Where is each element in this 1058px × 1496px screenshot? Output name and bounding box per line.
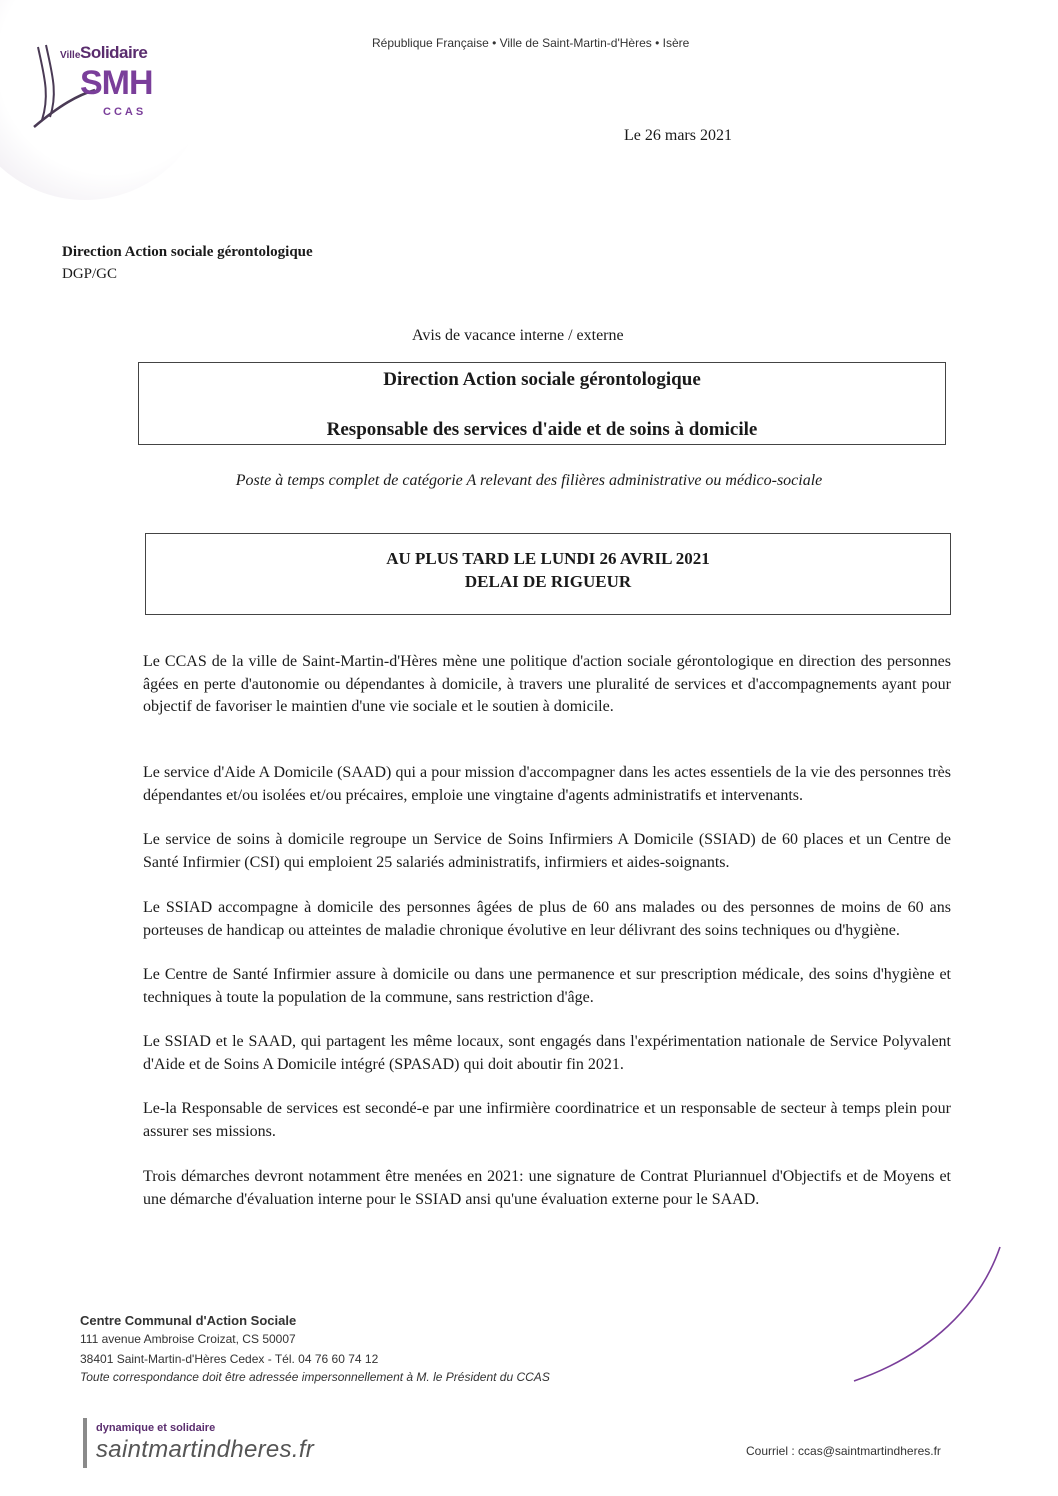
footer-email: Courriel : ccas@saintmartindheres.fr <box>746 1444 941 1458</box>
body-paragraph-8: Trois démarches devront notamment être menées en 2021: une signature de Contrat Pluriannuel d'Objectifs et de Moyens et une démarche d'évaluation interne pour le SSIAD ansi qu'une évaluation externe pour le SAAD. <box>143 1168 951 1208</box>
body-paragraph-1: Le CCAS de la ville de Saint-Martin-d'Hères mène une politique d'action sociale gérontologique en direction des personnes âgées en perte d'autonomie ou dépendantes à domicile, à travers une pluralité de services et d'accompagnements ayant pour objectif de favoriser le maintien d'une vie sociale et le soutien à domicile. <box>143 653 951 715</box>
footer-address-line-1: 111 avenue Ambroise Croizat, CS 50007 <box>80 1332 296 1346</box>
title-box <box>138 362 946 445</box>
footer-organization: Centre Communal d'Action Sociale <box>80 1313 297 1328</box>
footer-note: Toute correspondance doit être adressée impersonnellement à M. le Président du CCAS <box>80 1370 550 1384</box>
logo-smh: SMH <box>80 64 153 102</box>
logo-ville: Ville <box>60 50 81 61</box>
body-paragraph-2: Le service d'Aide A Domicile (SAAD) qui a pour mission d'accompagner dans les actes essentiels de la vie des personnes très dépendantes et/ou isolées et/ou précaires, emploie une vingtaine d'agents administratifs et intervenants. <box>143 764 951 804</box>
deadline-strict: DELAI DE RIGUEUR <box>464 572 632 591</box>
sender-reference: DGP/GC <box>62 266 118 282</box>
deadline-box <box>145 533 951 615</box>
brand-url: saintmartindheres.fr <box>96 1436 315 1463</box>
notice-type: Avis de vacance interne / externe <box>412 327 624 344</box>
sender-department: Direction Action sociale gérontologique <box>62 244 313 260</box>
logo-ccas: CCAS <box>103 106 147 118</box>
body-paragraph-4: Le SSIAD accompagne à domicile des personnes âgées de plus de 60 ans malades ou des personnes de moins de 60 ans porteuses de handicap ou atteintes de maladie chronique évolutive en leur délivrant des soins techniques ou d'hygiène. <box>143 899 951 939</box>
republic-header: République Française • Ville de Saint-Martin-d'Hères • Isère <box>372 36 690 50</box>
deadline-date: AU PLUS TARD LE LUNDI 26 AVRIL 2021 <box>386 549 710 568</box>
title-position: Responsable des services d'aide et de soins à domicile <box>326 419 758 440</box>
body-paragraph-7: Le-la Responsable de services est secondé-e par une infirmière coordinatrice et un responsable de secteur à temps plein pour assurer ses missions. <box>143 1100 951 1140</box>
decorative-curve-icon <box>850 1245 1010 1385</box>
title-department: Direction Action sociale gérontologique <box>383 369 701 390</box>
brand-bracket-icon <box>83 1418 87 1468</box>
logo-solidaire: Solidaire <box>80 43 148 62</box>
footer-address-line-2: 38401 Saint-Martin-d'Hères Cedex - Tél. 04 76 60 74 12 <box>80 1352 379 1366</box>
brand-tagline: dynamique et solidaire <box>96 1422 216 1434</box>
body-paragraph-6: Le SSIAD et le SAAD, qui partagent les même locaux, sont engagés dans l'expérimentation nationale de Service Polyvalent d'Aide et de Soins A Domicile intégré (SPASAD) qui doit aboutir fin 2021. <box>143 1033 951 1073</box>
letter-date: Le 26 mars 2021 <box>624 127 732 144</box>
body-paragraph-3: Le service de soins à domicile regroupe un Service de Soins Infirmiers A Domicile (SSIAD) de 60 places et un Centre de Santé Infirmier (CSI) qui emploient 25 salariés administratifs, infirmiers et aides-soignants. <box>143 831 951 871</box>
body-paragraph-5: Le Centre de Santé Infirmier assure à domicile ou dans une permanence et sur prescription médicale, des soins d'hygiène et techniques à toute la population de la commune, sans restriction d'âge. <box>143 966 951 1006</box>
position-subtitle: Poste à temps complet de catégorie A relevant des filières administrative ou médico-sociale <box>235 472 823 489</box>
